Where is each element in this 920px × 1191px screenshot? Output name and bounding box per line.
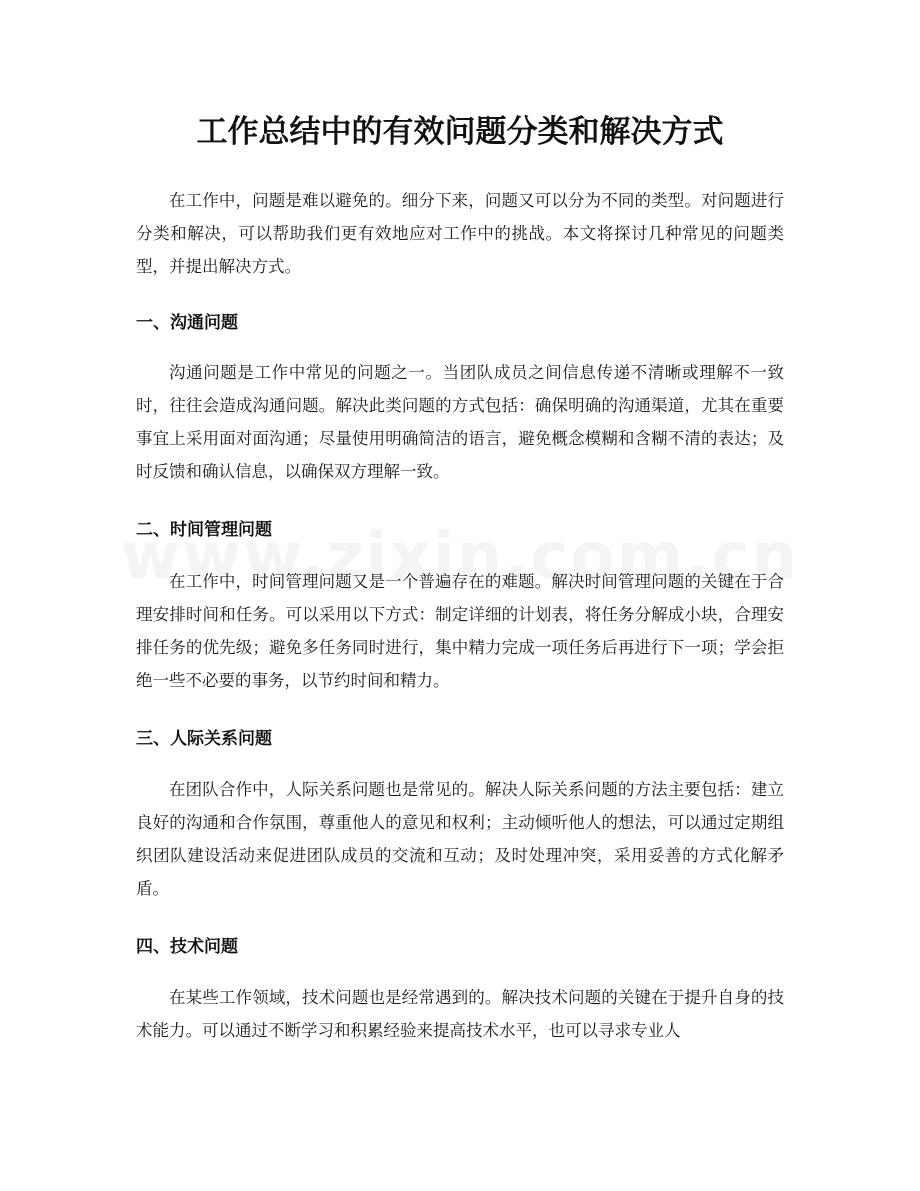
section-heading-relationships: 三、人际关系问题 xyxy=(136,729,272,749)
section-body-time-management: 在工作中，时间管理问题又是一个普遍存在的难题。解决时间管理问题的关键在于合理安排时间和任务。可以采用以下方式：制定详细的计划表，将任务分解成小块，合理安排任务的优先级；避免多任务同时进行，集中精力完成一项任务后再进行下一项；学会拒绝一些不必要的事务，以节约时间和精力。 xyxy=(136,572,784,690)
intro-paragraph: 在工作中，问题是难以避免的。细分下来，问题又可以分为不同的类型。对问题进行分类和解决，可以帮助我们更有效地应对工作中的挑战。本文将探讨几种常见的问题类型，并提出解决方式。 xyxy=(136,191,784,276)
section-body-technical: 在某些工作领域，技术问题也是经常遇到的。解决技术问题的关键在于提升自身的技术能力。可以通过不断学习和积累经验来提高技术水平，也可以寻求专业人 xyxy=(136,988,784,1040)
section-heading-technical: 四、技术问题 xyxy=(136,937,238,957)
section-heading-communication: 一、沟通问题 xyxy=(136,313,238,333)
section-body-communication: 沟通问题是工作中常见的问题之一。当团队成员之间信息传递不清晰或理解不一致时，往往会造成沟通问题。解决此类问题的方式包括：确保明确的沟通渠道，尤其在重要事宜上采用面对面沟通；尽量使用明确简洁的语言，避免概念模糊和含糊不清的表达；及时反馈和确认信息，以确保双方理解一致。 xyxy=(136,363,784,481)
section-body-relationships: 在团队合作中，人际关系问题也是常见的。解决人际关系问题的方法主要包括：建立良好的沟通和合作氛围，尊重他人的意见和权利；主动倾听他人的想法，可以通过定期组织团队建设活动来促进团队成员的交流和互动；及时处理冲突，采用妥善的方式化解矛盾。 xyxy=(136,780,784,898)
section-heading-time-management: 二、时间管理问题 xyxy=(136,520,272,540)
page-title: 工作总结中的有效问题分类和解决方式 xyxy=(196,114,724,150)
